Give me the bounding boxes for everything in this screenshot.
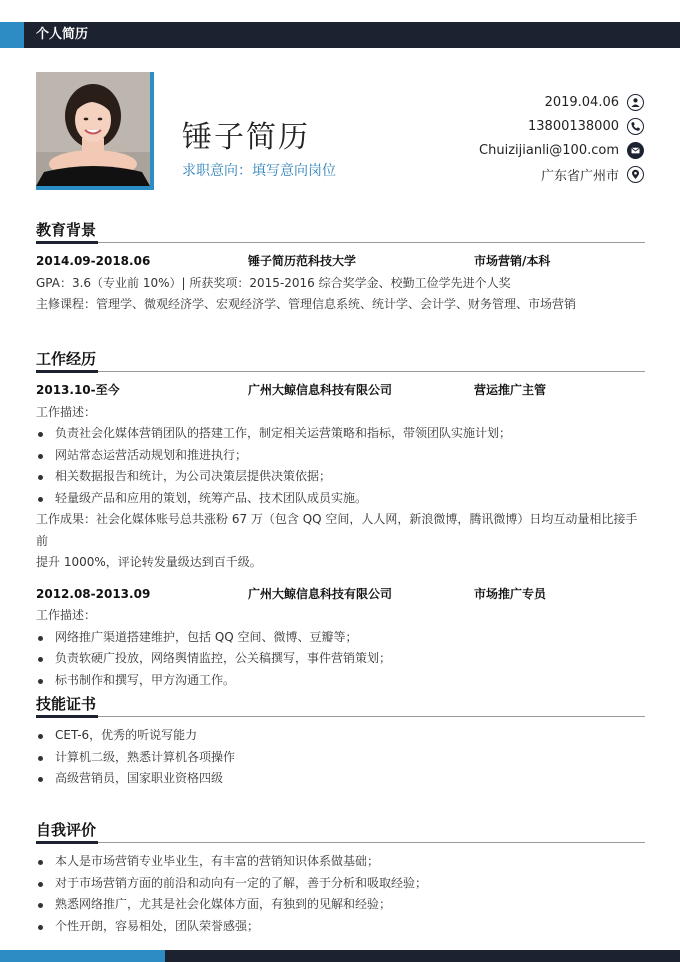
contact-phone xyxy=(424,114,644,138)
job-position: 市场推广专员 xyxy=(474,586,547,601)
footer-accent xyxy=(0,950,165,962)
job-result-line: 提升 1000%，评论转发量级达到百千级。 xyxy=(36,555,262,569)
education-header xyxy=(36,219,645,243)
contact-email xyxy=(424,138,644,162)
list-item: 相关数据报告和统计，为公司决策层提供决策依据； xyxy=(36,466,645,488)
job-period: 2013.10-至今 xyxy=(36,383,120,397)
contact-location xyxy=(424,162,644,186)
job-bullets xyxy=(36,627,645,692)
education-body xyxy=(36,243,645,316)
phone-text: 13800138000 xyxy=(528,118,619,134)
education-section xyxy=(36,219,645,316)
skills-body xyxy=(36,717,645,790)
education-school: 锤子简历范科技大学 xyxy=(248,254,357,268)
header-accent xyxy=(0,22,24,48)
work-body xyxy=(36,372,645,691)
self-eval-header xyxy=(36,819,645,843)
self-eval-section xyxy=(36,819,645,937)
list-item: 网络推广渠道搭建维护，包括 QQ 空间、微博、豆瓣等； xyxy=(36,627,645,649)
education-degree: 市场营销/本科 xyxy=(474,254,551,268)
list-item: 对于市场营销方面的前沿和动向有一定的了解，善于分析和吸取经验； xyxy=(36,873,645,895)
list-item: 负责软硬广投放，网络舆情监控，公关稿撰写，事件营销策划； xyxy=(36,648,645,670)
skills-list xyxy=(36,725,645,790)
job-company: 广州大鲸信息科技有限公司 xyxy=(248,586,393,601)
list-item: 负责社会化媒体营销团队的搭建工作，制定相关运营策略和指标，带领团队实施计划； xyxy=(36,423,645,445)
work-title: 工作经历 xyxy=(36,350,97,368)
job-row xyxy=(36,380,645,402)
job-row xyxy=(36,584,645,606)
skills-title: 技能证书 xyxy=(36,695,97,713)
job-company: 广州大鲸信息科技有限公司 xyxy=(248,383,393,397)
skills-header xyxy=(36,693,645,717)
education-row xyxy=(36,251,645,273)
contact-birthdate xyxy=(424,90,644,114)
education-courses-line: 主修课程：管理学、微观经济学、宏观经济学、管理信息系统、统计学、会计学、财务管理、市场营销 xyxy=(36,297,577,311)
list-item: 本人是市场营销专业毕业生，有丰富的营销知识体系做基础； xyxy=(36,851,645,873)
list-item: 个性开朗，容易相处，团队荣誉感强； xyxy=(36,916,645,938)
list-item: 熟悉网络推广，尤其是社会化媒体方面，有独到的见解和经验； xyxy=(36,894,645,916)
location-text: 广东省广州市 xyxy=(540,168,619,184)
self-eval-body xyxy=(36,843,645,937)
education-period: 2014.09-2018.06 xyxy=(36,254,151,268)
education-gpa-line: GPA：3.6（专业前 10%）| 所获奖项：2015-2016 综合奖学金、校勤工俭学先进个人奖 xyxy=(36,275,511,290)
self-eval-title: 自我评价 xyxy=(36,821,97,839)
education-title: 教育背景 xyxy=(36,221,97,239)
email-icon xyxy=(627,142,644,159)
email-text: Chuizijianli@100.com xyxy=(479,142,619,158)
footer-bar xyxy=(0,950,680,962)
phone-icon xyxy=(627,118,644,135)
list-item: 计算机二级，熟悉计算机各项操作 xyxy=(36,747,645,769)
job-intent-label: 求职意向： xyxy=(182,163,252,179)
resume-name: 锤子简历 xyxy=(182,120,310,155)
header-title: 个人简历 xyxy=(36,27,89,42)
self-eval-list xyxy=(36,851,645,937)
contact-block xyxy=(424,90,644,186)
avatar xyxy=(36,72,150,186)
person-icon xyxy=(627,94,644,111)
job-intent-value: 填写意向岗位 xyxy=(252,163,336,179)
header-bar xyxy=(0,22,680,48)
location-icon xyxy=(627,166,644,183)
skills-section xyxy=(36,693,645,790)
job-intent xyxy=(182,160,336,180)
list-item: 轻量级产品和应用的策划，统筹产品、技术团队成员实施。 xyxy=(36,488,645,510)
job-desc-label: 工作描述： xyxy=(36,608,97,622)
job-desc-label: 工作描述： xyxy=(36,404,97,419)
list-item: 高级营销员，国家职业资格四级 xyxy=(36,768,645,790)
work-header xyxy=(36,348,645,372)
birthdate-text: 2019.04.06 xyxy=(544,94,619,110)
work-section xyxy=(36,348,645,691)
list-item: 标书制作和撰写，甲方沟通工作。 xyxy=(36,670,645,692)
job-period: 2012.08-2013.09 xyxy=(36,586,151,601)
job-bullets xyxy=(36,423,645,509)
list-item: CET-6，优秀的听说写能力 xyxy=(36,725,645,747)
list-item: 网站常态运营活动规划和推进执行； xyxy=(36,445,645,467)
job-position: 营运推广主管 xyxy=(474,383,547,397)
job-result-line: 工作成果：社会化媒体账号总共涨粉 67 万（包含 QQ 空间，人人网，新浪微博，腾讯微博）日均互动量相比接手前 xyxy=(36,512,638,548)
